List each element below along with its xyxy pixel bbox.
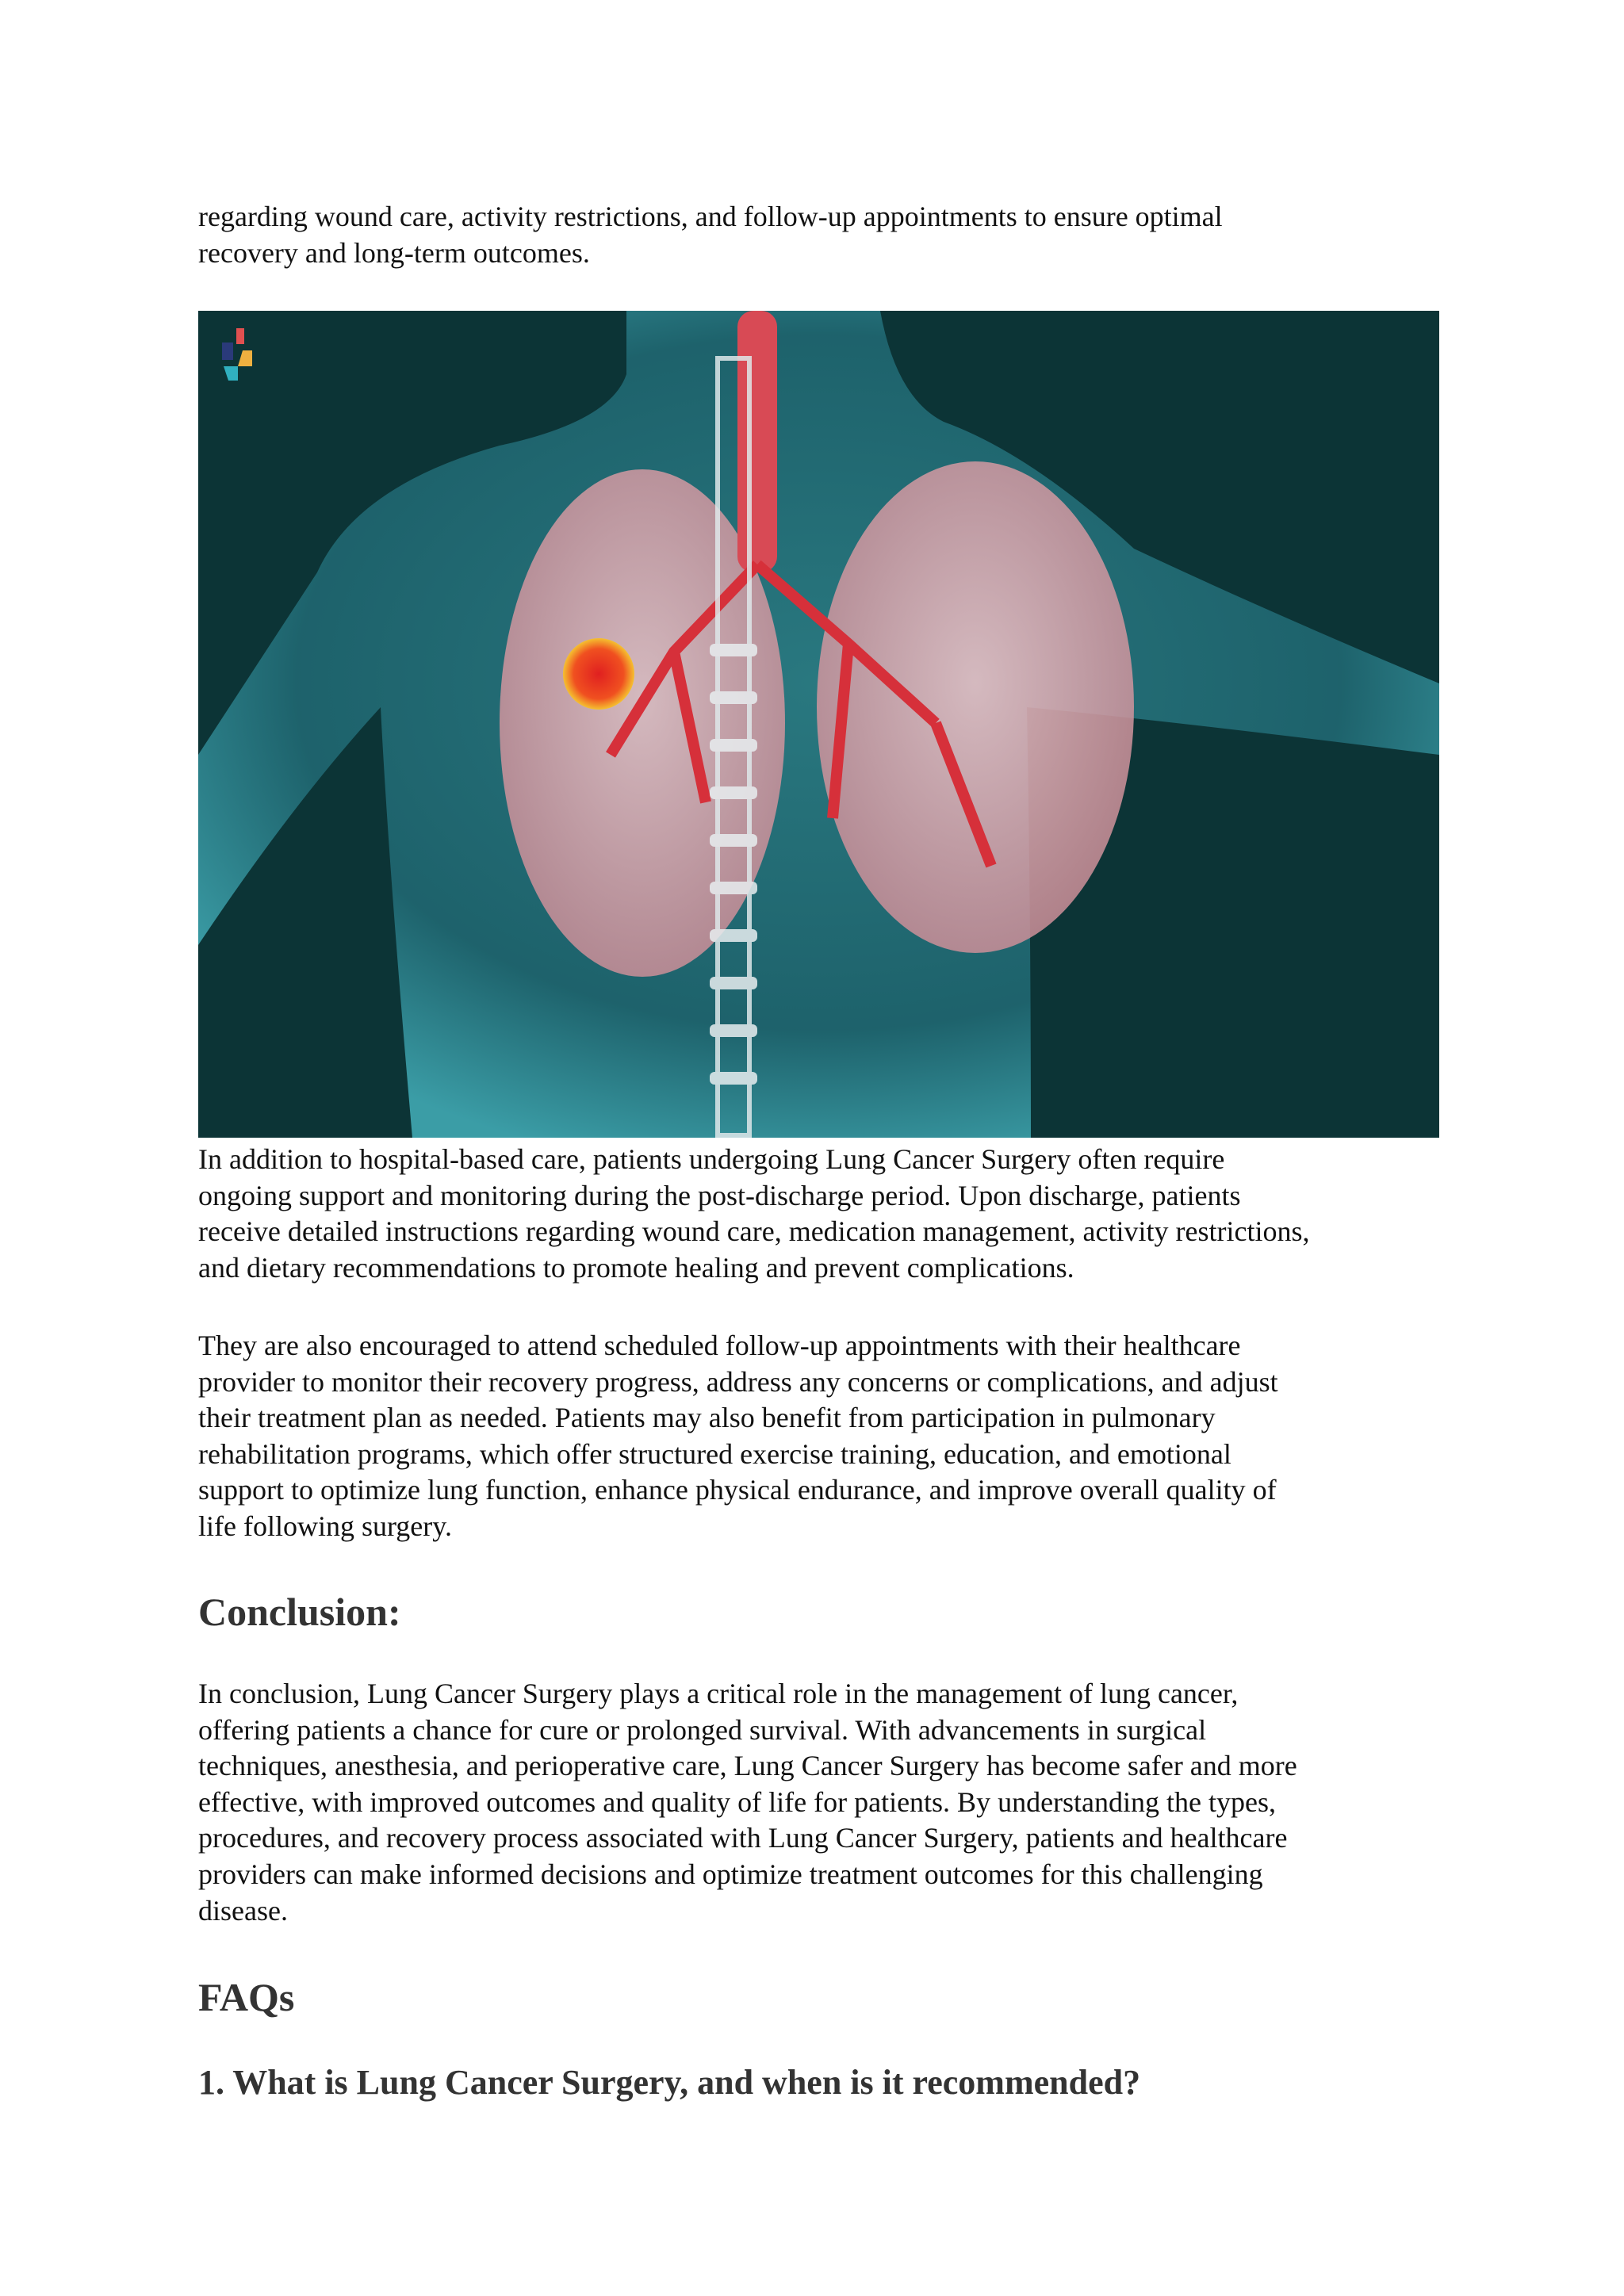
text-line: providers can make informed decisions and optimize treatment outcomes for this challenging: [198, 1858, 1263, 1890]
text-line: rehabilitation programs, which offer structured exercise training, education, and emotional: [198, 1437, 1231, 1470]
text-line: procedures, and recovery process associated with Lung Cancer Surgery, patients and healthcare: [198, 1822, 1288, 1854]
text-line: their treatment plan as needed. Patients may also benefit from participation in pulmonary: [198, 1402, 1216, 1434]
paragraph-conclusion: [198, 1676, 1451, 1929]
text-line: effective, with improved outcomes and quality of life for patients. By understanding the types,: [198, 1785, 1276, 1818]
text-line: receive detailed instructions regarding wound care, medication management, activity restrictions,: [198, 1215, 1310, 1248]
heading-faqs: FAQs: [198, 1975, 295, 2019]
text-line: ongoing support and monitoring during the post-discharge period. Upon discharge, patients: [198, 1179, 1241, 1211]
text-line: They are also encouraged to attend scheduled follow-up appointments with their healthcare: [198, 1330, 1241, 1361]
text-line: In addition to hospital-based care, patients undergoing Lung Cancer Surgery often require: [198, 1143, 1225, 1175]
text-line: life following surgery.: [198, 1510, 452, 1542]
logo-icon: [222, 328, 252, 381]
text-line: In conclusion, Lung Cancer Surgery plays a critical role in the management of lung cancer,: [198, 1678, 1239, 1709]
text-line: provider to monitor their recovery progress, address any concerns or complications, and adjust: [198, 1365, 1278, 1398]
text-line: disease.: [198, 1894, 288, 1927]
text-line: support to optimize lung function, enhance physical endurance, and improve overall quality of: [198, 1474, 1277, 1506]
text-line: regarding wound care, activity restrictions, and follow-up appointments to ensure optimal: [198, 201, 1223, 232]
text-line: recovery and long-term outcomes.: [198, 236, 590, 269]
paragraph-intro-continued: [198, 199, 1451, 271]
text-line: offering patients a chance for cure or prolonged survival. With advancements in surgical: [198, 1713, 1207, 1746]
heading-faq-1: 1. What is Lung Cancer Surgery, and when is it recommended?: [198, 2063, 1141, 2102]
tumor: [563, 638, 634, 710]
paragraph-follow-up: [198, 1328, 1451, 1545]
lung-anatomy-illustration: [198, 311, 1439, 1138]
left-lung: [817, 461, 1134, 953]
text-line: techniques, anesthesia, and perioperative care, Lung Cancer Surgery has become safer and more: [198, 1750, 1297, 1782]
trachea: [737, 311, 777, 572]
heading-conclusion: Conclusion:: [198, 1590, 401, 1634]
text-line: and dietary recommendations to promote healing and prevent complications.: [198, 1251, 1074, 1284]
paragraph-post-discharge: [198, 1142, 1451, 1286]
